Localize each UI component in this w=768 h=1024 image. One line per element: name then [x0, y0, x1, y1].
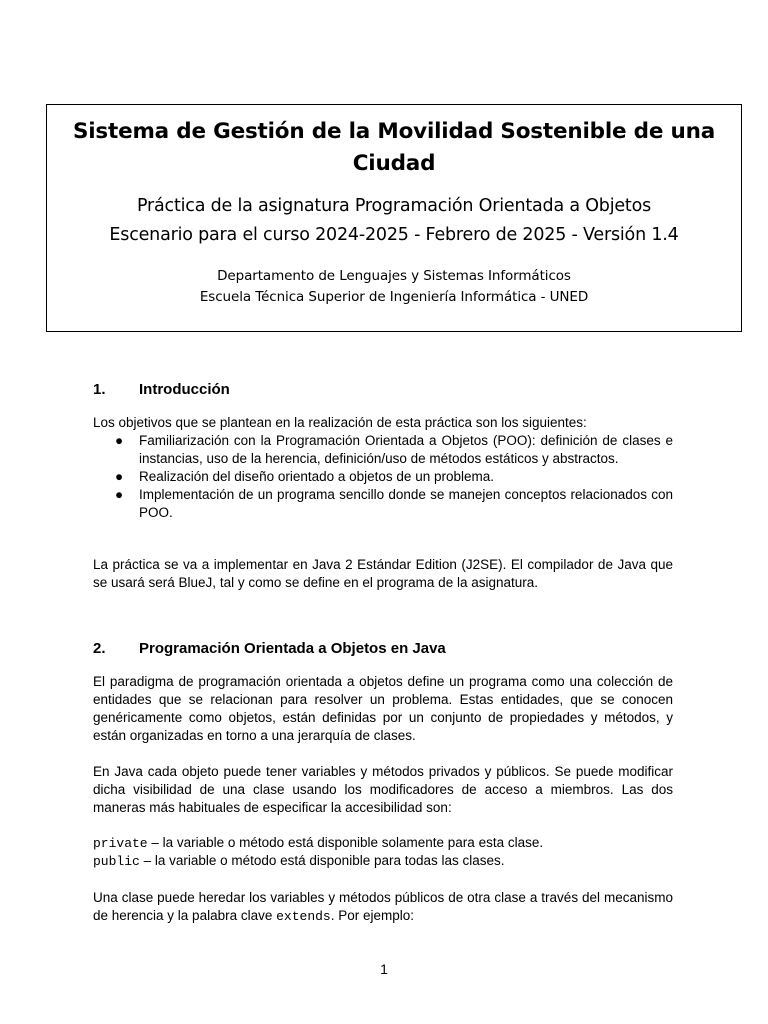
department-name: Departamento de Lenguajes y Sistemas Informáticos — [217, 268, 571, 284]
page-number: 1 — [380, 961, 388, 977]
title-box — [46, 104, 742, 332]
section-2-number: 2. — [93, 640, 106, 657]
section-1-intro: Los objetivos que se plantean en la realización de esta práctica son los siguientes: — [93, 415, 587, 430]
bullet-icon: ● — [115, 487, 124, 502]
section-2-para-1: El paradigma de programación orientada a objetos define un programa como una colección de entidades que se relacionan para resolver un problema. Estas entidades, que se conocen genéricamente como objetos, están definidas por un conjunto de propiedades y métodos, y están organizadas en torno a una jerarquía de clases. — [93, 674, 673, 743]
list-item: ● Implementación de un programa sencillo donde se manejen conceptos relacionados con POO. — [115, 487, 673, 520]
public-keyword: public — [93, 854, 140, 869]
private-keyword: private — [93, 836, 148, 851]
public-description: – la variable o método está disponible para todas las clases. — [139, 853, 505, 868]
public-definition — [93, 852, 505, 871]
section-2-para-2: En Java cada objeto puede tener variables y métodos privados y públicos. Se puede modificar dicha visibilidad de una clase usando los modificadores de acceso a miembros. Las dos maneras más habituales de especificar la accesibilidad son: — [93, 764, 673, 815]
list-item: ● Realización del diseño orientado a objetos de un problema. — [115, 469, 494, 484]
school-name: Escuela Técnica Superior de Ingeniería Informática - UNED — [199, 289, 589, 305]
bullet-icon: ● — [115, 469, 124, 484]
section-1-closing: La práctica se va a implementar en Java 2 Estándar Edition (J2SE). El compilador de Java que se usará será BlueJ, tal y como se define en el programa de la asignatura. — [93, 557, 673, 590]
bullet-icon: ● — [115, 433, 124, 448]
document-title: Sistema de Gestión de la Movilidad Sostenible de una Ciudad — [72, 119, 716, 176]
section-2-heading — [93, 640, 446, 658]
private-definition — [93, 834, 543, 853]
extends-keyword: extends — [276, 909, 331, 924]
section-1-heading — [93, 381, 230, 399]
department-info — [47, 266, 741, 308]
section-2-para-3: Una clase puede heredar los variables y métodos públicos de otra clase a través del mecanismo de herencia y la palabra clave extends. Por ejemplo: — [93, 890, 673, 924]
document-subtitle — [47, 192, 741, 250]
section-1-number: 1. — [93, 381, 106, 398]
subtitle-version: Escenario para el curso 2024-2025 - Febrero de 2025 - Versión 1.4 — [109, 225, 679, 245]
list-item: ● Familiarización con la Programación Orientada a Objetos (POO): definición de clases e instancias, uso de la herencia, definición/uso de métodos estáticos y abstractos. — [115, 433, 673, 466]
objectives-list — [93, 432, 673, 522]
private-description: – la variable o método está disponible solamente para esta clase. — [147, 835, 544, 850]
subtitle-course: Práctica de la asignatura Programación Orientada a Objetos — [136, 196, 652, 216]
section-2-title: Programación Orientada a Objetos en Java — [139, 640, 446, 657]
section-1-title: Introducción — [139, 381, 230, 398]
